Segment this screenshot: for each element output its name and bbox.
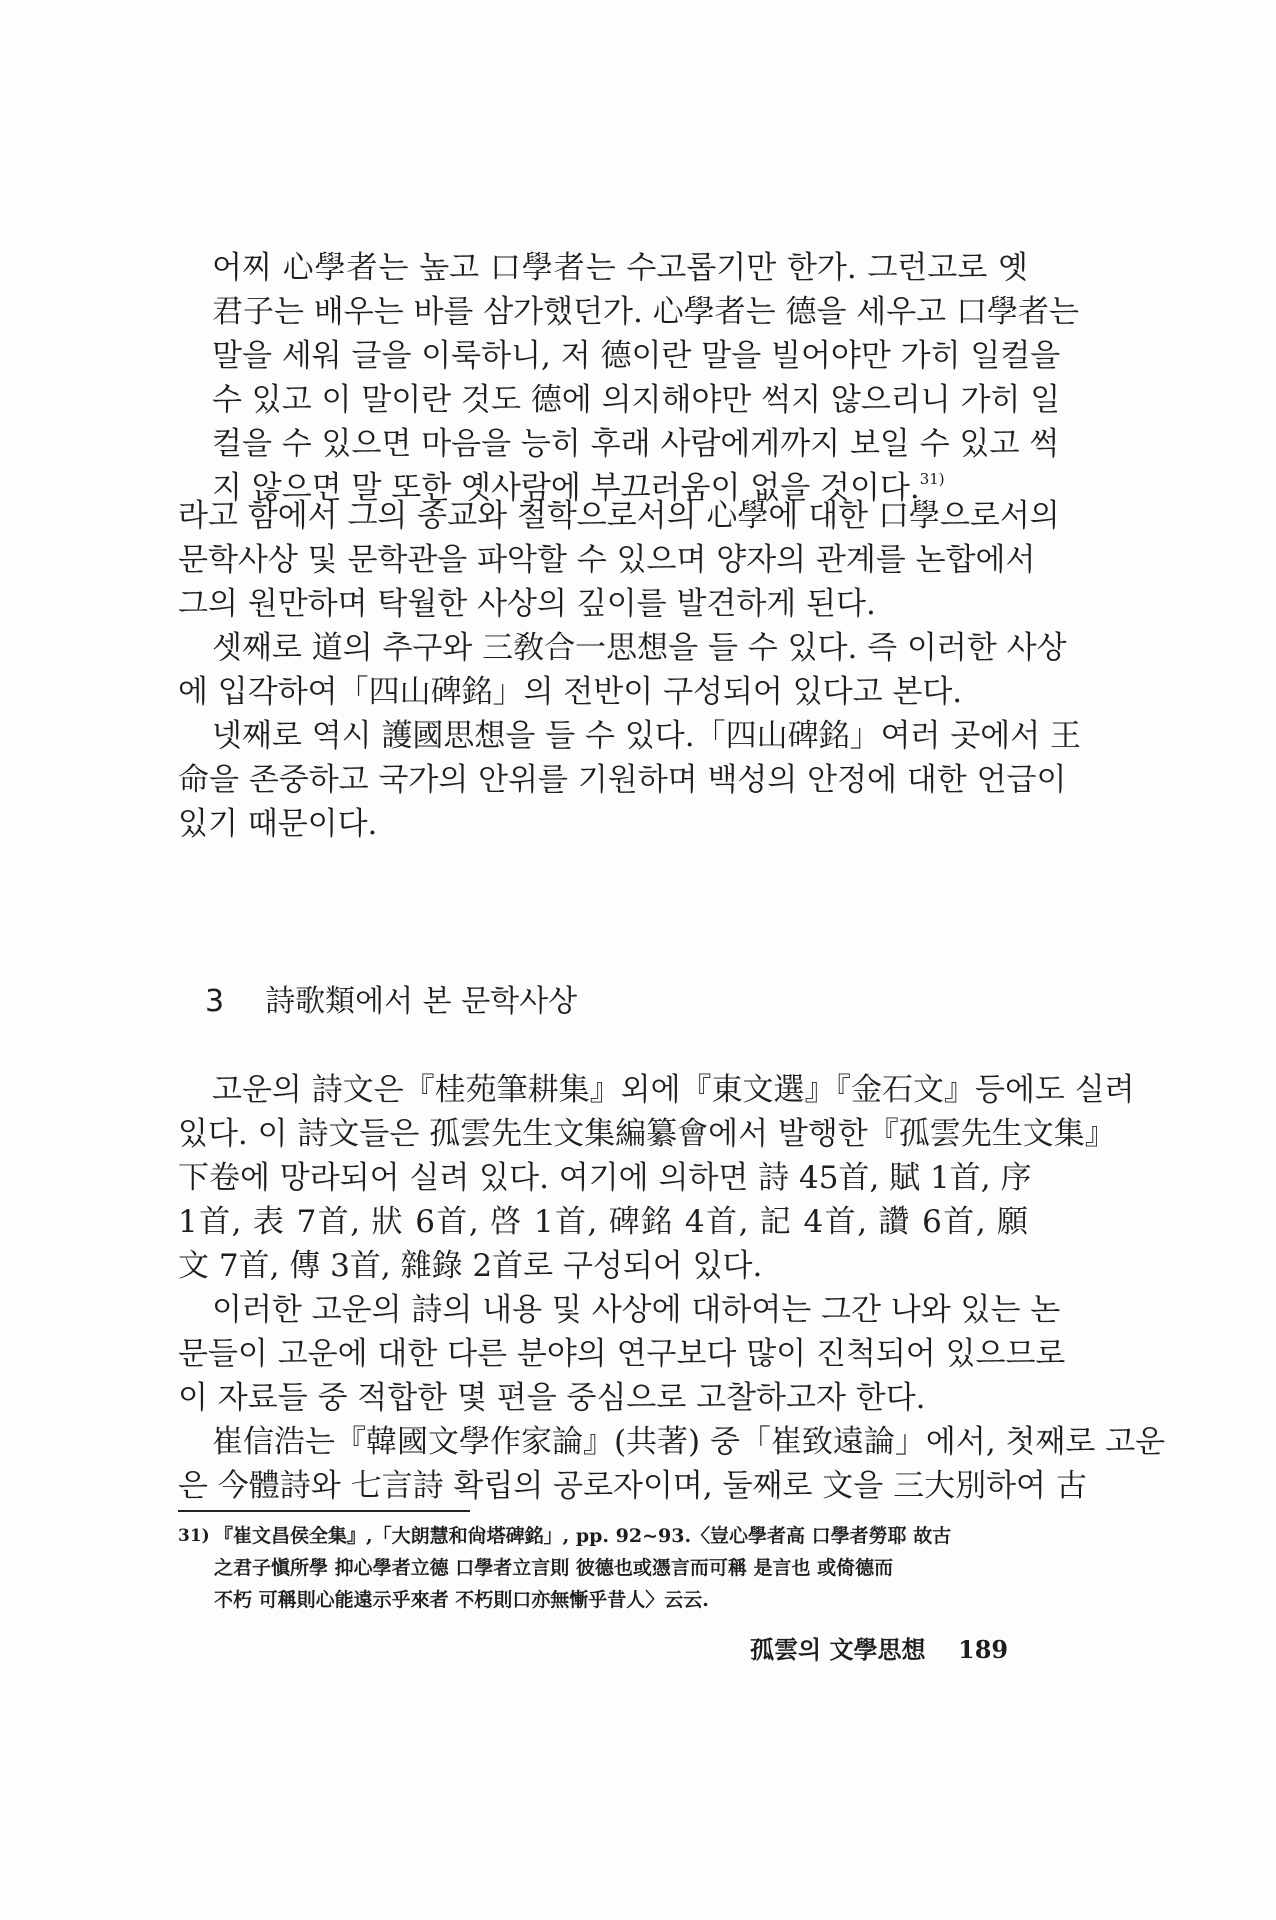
body-line: 있기 때문이다.	[178, 806, 378, 842]
quote-line: 컬을 수 있으면 마음을 능히 후래 사람에게까지 보일 수 있고 썩	[212, 426, 1060, 462]
body-line: 下卷에 망라되어 실려 있다. 여기에 의하면 詩 45首, 賦 1首, 序	[178, 1160, 1032, 1196]
body-line: 고운의 詩文은『桂苑筆耕集』외에『東文選』『金石文』등에도 실려	[212, 1072, 1135, 1108]
footnote-reference[interactable]: 31)	[919, 470, 945, 488]
body-line: 문들이 고운에 대한 다른 분야의 연구보다 많이 진척되어 있으므로	[178, 1336, 1066, 1372]
body-line: 에 입각하여「四山碑銘」의 전반이 구성되어 있다고 본다.	[178, 674, 963, 710]
page-number: 189	[958, 1635, 1009, 1664]
body-line: 文 7首, 傳 3首, 雜錄 2首로 구성되어 있다.	[178, 1248, 763, 1284]
section-heading	[205, 982, 577, 1022]
quote-line: 말을 세워 글을 이룩하니, 저 德이란 말을 빌어야만 가히 일컬을	[212, 338, 1061, 374]
section-number: 3	[205, 984, 225, 1019]
quote-line: 어찌 心學者는 높고 口學者는 수고롭기만 한가. 그런고로 옛	[212, 250, 1028, 286]
body-line: 라고 함에서 그의 종교와 철학으로서의 心學에 대한 口學으로서의	[178, 498, 1060, 534]
quote-line: 수 있고 이 말이란 것도 德에 의지해야만 썩지 않으리니 가히 일	[212, 382, 1061, 418]
body-line: 셋째로 道의 추구와 三敎合一思想을 들 수 있다. 즉 이러한 사상	[212, 630, 1067, 666]
footnote-number: 31)	[178, 1526, 210, 1546]
footnote-line: 之君子愼所學 抑心學者立德 口學者立言則 彼德也或憑言而可稱 是言也 或倚德而	[214, 1557, 894, 1579]
body-line: 命을 존중하고 국가의 안위를 기원하며 백성의 안정에 대한 언급이	[178, 762, 1067, 798]
body-line: 崔信浩는『韓國文學作家論』(共著) 중「崔致遠論」에서, 첫째로 고운	[212, 1424, 1166, 1460]
quote-line: 君子는 배우는 바를 삼가했던가. 心學者는 德을 세우고 口學者는	[212, 294, 1079, 330]
body-line: 있다. 이 詩文들은 孤雲先生文集編纂會에서 발행한『孤雲先生文集』	[178, 1116, 1116, 1152]
section-title: 詩歌類에서 본 문학사상	[265, 984, 578, 1019]
quote-text: 지 않으면 말 또한 옛사람에 부끄러움이 없을 것이다.	[212, 470, 920, 506]
body-line: 문학사상 및 문학관을 파악할 수 있으며 양자의 관계를 논합에서	[178, 542, 1036, 578]
footnote-line: 不朽 可稱則心能遠示乎來者 不朽則口亦無慚乎昔人〉云云.	[214, 1589, 709, 1611]
footnote-line: 『崔文昌侯全集』,「大朗慧和尙塔碑銘」, pp. 92~93.〈豈心學者高 口學者勞耶 故古	[214, 1525, 952, 1547]
body-line: 은 今體詩와 七言詩 확립의 공로자이며, 둘째로 文을 三大別하여 古	[178, 1468, 1087, 1504]
footnote-divider	[178, 1510, 470, 1512]
body-line: 이 자료들 중 적합한 몇 편을 중심으로 고찰하고자 한다.	[178, 1380, 926, 1416]
body-line: 그의 원만하며 탁월한 사상의 깊이를 발견하게 된다.	[178, 586, 876, 622]
body-line: 이러한 고운의 詩의 내용 및 사상에 대하여는 그간 나와 있는 논	[212, 1292, 1061, 1328]
body-line: 1首, 表 7首, 狀 6首, 啓 1首, 碑銘 4首, 記 4首, 讚 6首, 願	[178, 1204, 1028, 1240]
running-footer-title: 孤雲의 文學思想	[750, 1635, 926, 1664]
body-line: 넷째로 역시 護國思想을 들 수 있다.「四山碑銘」여러 곳에서 王	[212, 718, 1082, 754]
